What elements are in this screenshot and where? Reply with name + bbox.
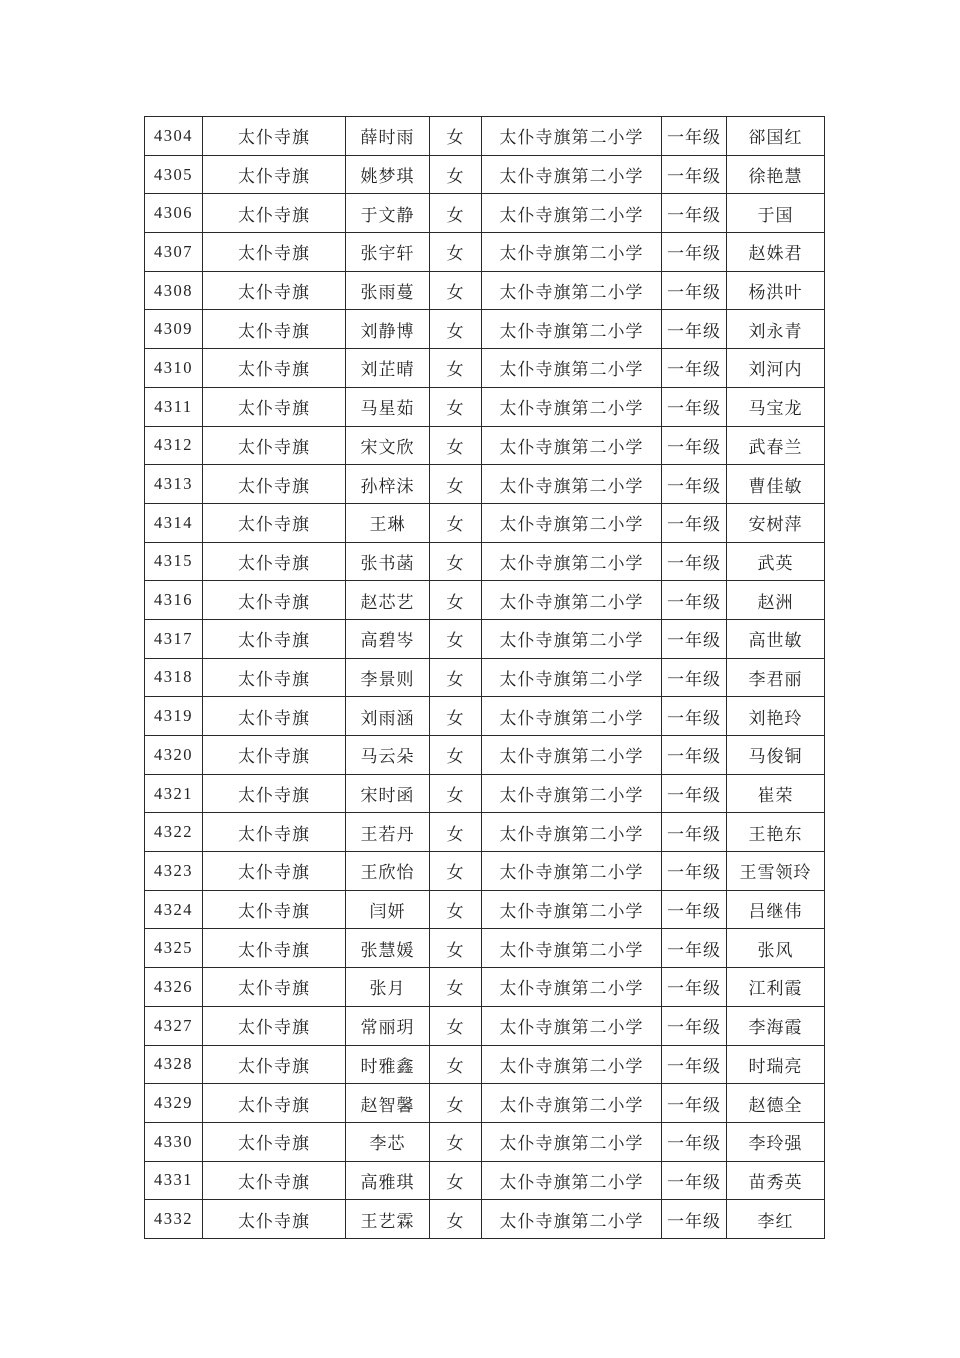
county-cell: 太仆寺旗 bbox=[203, 929, 346, 968]
serial-number-cell: 4315 bbox=[145, 542, 203, 581]
county-cell: 太仆寺旗 bbox=[203, 1045, 346, 1084]
gender-cell: 女 bbox=[430, 658, 482, 697]
grade-cell: 一年级 bbox=[662, 619, 727, 658]
gender-cell: 女 bbox=[430, 813, 482, 852]
county-cell: 太仆寺旗 bbox=[203, 1161, 346, 1200]
county-cell: 太仆寺旗 bbox=[203, 194, 346, 233]
guardian-name-cell: 于国 bbox=[727, 194, 825, 233]
county-cell: 太仆寺旗 bbox=[203, 387, 346, 426]
table-row bbox=[145, 929, 825, 968]
serial-number-cell: 4314 bbox=[145, 503, 203, 542]
gender-cell: 女 bbox=[430, 1122, 482, 1161]
student-name-cell: 王艺霖 bbox=[346, 1200, 430, 1239]
grade-cell: 一年级 bbox=[662, 774, 727, 813]
table-row bbox=[145, 1161, 825, 1200]
serial-number-cell: 4321 bbox=[145, 774, 203, 813]
serial-number-cell: 4306 bbox=[145, 194, 203, 233]
grade-cell: 一年级 bbox=[662, 1161, 727, 1200]
student-name-cell: 赵智馨 bbox=[346, 1084, 430, 1123]
student-name-cell: 马云朵 bbox=[346, 736, 430, 775]
grade-cell: 一年级 bbox=[662, 813, 727, 852]
county-cell: 太仆寺旗 bbox=[203, 736, 346, 775]
student-name-cell: 王琳 bbox=[346, 503, 430, 542]
serial-number-cell: 4330 bbox=[145, 1122, 203, 1161]
gender-cell: 女 bbox=[430, 1045, 482, 1084]
gender-cell: 女 bbox=[430, 581, 482, 620]
serial-number-cell: 4323 bbox=[145, 852, 203, 891]
grade-cell: 一年级 bbox=[662, 542, 727, 581]
county-cell: 太仆寺旗 bbox=[203, 890, 346, 929]
table-row bbox=[145, 233, 825, 272]
table-row bbox=[145, 1006, 825, 1045]
grade-cell: 一年级 bbox=[662, 658, 727, 697]
school-cell: 太仆寺旗第二小学 bbox=[482, 581, 662, 620]
guardian-name-cell: 徐艳慧 bbox=[727, 155, 825, 194]
gender-cell: 女 bbox=[430, 968, 482, 1007]
student-name-cell: 薛时雨 bbox=[346, 117, 430, 156]
gender-cell: 女 bbox=[430, 619, 482, 658]
table-row bbox=[145, 194, 825, 233]
gender-cell: 女 bbox=[430, 155, 482, 194]
county-cell: 太仆寺旗 bbox=[203, 117, 346, 156]
grade-cell: 一年级 bbox=[662, 387, 727, 426]
serial-number-cell: 4320 bbox=[145, 736, 203, 775]
guardian-name-cell: 苗秀英 bbox=[727, 1161, 825, 1200]
county-cell: 太仆寺旗 bbox=[203, 465, 346, 504]
gender-cell: 女 bbox=[430, 233, 482, 272]
serial-number-cell: 4332 bbox=[145, 1200, 203, 1239]
county-cell: 太仆寺旗 bbox=[203, 1006, 346, 1045]
serial-number-cell: 4326 bbox=[145, 968, 203, 1007]
grade-cell: 一年级 bbox=[662, 426, 727, 465]
student-name-cell: 高碧岑 bbox=[346, 619, 430, 658]
county-cell: 太仆寺旗 bbox=[203, 1084, 346, 1123]
school-cell: 太仆寺旗第二小学 bbox=[482, 697, 662, 736]
school-cell: 太仆寺旗第二小学 bbox=[482, 736, 662, 775]
grade-cell: 一年级 bbox=[662, 310, 727, 349]
serial-number-cell: 4307 bbox=[145, 233, 203, 272]
county-cell: 太仆寺旗 bbox=[203, 968, 346, 1007]
table-row bbox=[145, 426, 825, 465]
table-row bbox=[145, 1122, 825, 1161]
guardian-name-cell: 高世敏 bbox=[727, 619, 825, 658]
serial-number-cell: 4322 bbox=[145, 813, 203, 852]
table-row bbox=[145, 1084, 825, 1123]
grade-cell: 一年级 bbox=[662, 1122, 727, 1161]
student-name-cell: 时雅鑫 bbox=[346, 1045, 430, 1084]
guardian-name-cell: 郤国红 bbox=[727, 117, 825, 156]
gender-cell: 女 bbox=[430, 1200, 482, 1239]
county-cell: 太仆寺旗 bbox=[203, 1122, 346, 1161]
table-row bbox=[145, 542, 825, 581]
student-name-cell: 马星茹 bbox=[346, 387, 430, 426]
student-name-cell: 刘静博 bbox=[346, 310, 430, 349]
serial-number-cell: 4329 bbox=[145, 1084, 203, 1123]
table-row bbox=[145, 968, 825, 1007]
gender-cell: 女 bbox=[430, 503, 482, 542]
gender-cell: 女 bbox=[430, 349, 482, 388]
guardian-name-cell: 崔荣 bbox=[727, 774, 825, 813]
table-row bbox=[145, 774, 825, 813]
county-cell: 太仆寺旗 bbox=[203, 1200, 346, 1239]
serial-number-cell: 4331 bbox=[145, 1161, 203, 1200]
student-name-cell: 张雨蔓 bbox=[346, 271, 430, 310]
grade-cell: 一年级 bbox=[662, 736, 727, 775]
guardian-name-cell: 赵洲 bbox=[727, 581, 825, 620]
serial-number-cell: 4309 bbox=[145, 310, 203, 349]
county-cell: 太仆寺旗 bbox=[203, 852, 346, 891]
student-name-cell: 李芯 bbox=[346, 1122, 430, 1161]
guardian-name-cell: 王雪领玲 bbox=[727, 852, 825, 891]
county-cell: 太仆寺旗 bbox=[203, 503, 346, 542]
student-name-cell: 于文静 bbox=[346, 194, 430, 233]
student-name-cell: 刘雨涵 bbox=[346, 697, 430, 736]
gender-cell: 女 bbox=[430, 774, 482, 813]
grade-cell: 一年级 bbox=[662, 1084, 727, 1123]
serial-number-cell: 4319 bbox=[145, 697, 203, 736]
school-cell: 太仆寺旗第二小学 bbox=[482, 1122, 662, 1161]
county-cell: 太仆寺旗 bbox=[203, 426, 346, 465]
guardian-name-cell: 李红 bbox=[727, 1200, 825, 1239]
table-row bbox=[145, 310, 825, 349]
grade-cell: 一年级 bbox=[662, 349, 727, 388]
student-name-cell: 常丽玥 bbox=[346, 1006, 430, 1045]
student-name-cell: 闫妍 bbox=[346, 890, 430, 929]
gender-cell: 女 bbox=[430, 929, 482, 968]
serial-number-cell: 4325 bbox=[145, 929, 203, 968]
serial-number-cell: 4304 bbox=[145, 117, 203, 156]
guardian-name-cell: 刘永青 bbox=[727, 310, 825, 349]
table-row bbox=[145, 155, 825, 194]
school-cell: 太仆寺旗第二小学 bbox=[482, 426, 662, 465]
school-cell: 太仆寺旗第二小学 bbox=[482, 813, 662, 852]
grade-cell: 一年级 bbox=[662, 697, 727, 736]
table-row bbox=[145, 890, 825, 929]
guardian-name-cell: 刘河内 bbox=[727, 349, 825, 388]
grade-cell: 一年级 bbox=[662, 1200, 727, 1239]
grade-cell: 一年级 bbox=[662, 852, 727, 891]
gender-cell: 女 bbox=[430, 194, 482, 233]
serial-number-cell: 4316 bbox=[145, 581, 203, 620]
table-row bbox=[145, 271, 825, 310]
guardian-name-cell: 吕继伟 bbox=[727, 890, 825, 929]
guardian-name-cell: 马宝龙 bbox=[727, 387, 825, 426]
gender-cell: 女 bbox=[430, 1006, 482, 1045]
school-cell: 太仆寺旗第二小学 bbox=[482, 1161, 662, 1200]
county-cell: 太仆寺旗 bbox=[203, 619, 346, 658]
gender-cell: 女 bbox=[430, 1161, 482, 1200]
county-cell: 太仆寺旗 bbox=[203, 658, 346, 697]
serial-number-cell: 4317 bbox=[145, 619, 203, 658]
student-name-cell: 李景则 bbox=[346, 658, 430, 697]
gender-cell: 女 bbox=[430, 310, 482, 349]
student-name-cell: 张宇轩 bbox=[346, 233, 430, 272]
table-row bbox=[145, 619, 825, 658]
student-name-cell: 宋时函 bbox=[346, 774, 430, 813]
school-cell: 太仆寺旗第二小学 bbox=[482, 155, 662, 194]
guardian-name-cell: 赵姝君 bbox=[727, 233, 825, 272]
guardian-name-cell: 江利霞 bbox=[727, 968, 825, 1007]
school-cell: 太仆寺旗第二小学 bbox=[482, 1200, 662, 1239]
student-name-cell: 高雅琪 bbox=[346, 1161, 430, 1200]
guardian-name-cell: 王艳东 bbox=[727, 813, 825, 852]
county-cell: 太仆寺旗 bbox=[203, 581, 346, 620]
table-row bbox=[145, 697, 825, 736]
school-cell: 太仆寺旗第二小学 bbox=[482, 117, 662, 156]
school-cell: 太仆寺旗第二小学 bbox=[482, 658, 662, 697]
guardian-name-cell: 李海霞 bbox=[727, 1006, 825, 1045]
county-cell: 太仆寺旗 bbox=[203, 813, 346, 852]
county-cell: 太仆寺旗 bbox=[203, 310, 346, 349]
gender-cell: 女 bbox=[430, 890, 482, 929]
student-name-cell: 刘芷晴 bbox=[346, 349, 430, 388]
student-name-cell: 张书菡 bbox=[346, 542, 430, 581]
student-name-cell: 姚梦琪 bbox=[346, 155, 430, 194]
table-row bbox=[145, 503, 825, 542]
school-cell: 太仆寺旗第二小学 bbox=[482, 1084, 662, 1123]
table-row bbox=[145, 387, 825, 426]
school-cell: 太仆寺旗第二小学 bbox=[482, 465, 662, 504]
guardian-name-cell: 李玲强 bbox=[727, 1122, 825, 1161]
school-cell: 太仆寺旗第二小学 bbox=[482, 890, 662, 929]
guardian-name-cell: 曹佳敏 bbox=[727, 465, 825, 504]
serial-number-cell: 4327 bbox=[145, 1006, 203, 1045]
grade-cell: 一年级 bbox=[662, 929, 727, 968]
county-cell: 太仆寺旗 bbox=[203, 155, 346, 194]
county-cell: 太仆寺旗 bbox=[203, 697, 346, 736]
grade-cell: 一年级 bbox=[662, 194, 727, 233]
table-row bbox=[145, 1200, 825, 1239]
grade-cell: 一年级 bbox=[662, 1006, 727, 1045]
school-cell: 太仆寺旗第二小学 bbox=[482, 968, 662, 1007]
grade-cell: 一年级 bbox=[662, 271, 727, 310]
grade-cell: 一年级 bbox=[662, 503, 727, 542]
grade-cell: 一年级 bbox=[662, 581, 727, 620]
gender-cell: 女 bbox=[430, 697, 482, 736]
student-name-cell: 宋文欣 bbox=[346, 426, 430, 465]
school-cell: 太仆寺旗第二小学 bbox=[482, 852, 662, 891]
guardian-name-cell: 赵德全 bbox=[727, 1084, 825, 1123]
serial-number-cell: 4311 bbox=[145, 387, 203, 426]
serial-number-cell: 4318 bbox=[145, 658, 203, 697]
table-row bbox=[145, 581, 825, 620]
student-name-cell: 王若丹 bbox=[346, 813, 430, 852]
school-cell: 太仆寺旗第二小学 bbox=[482, 542, 662, 581]
guardian-name-cell: 张风 bbox=[727, 929, 825, 968]
county-cell: 太仆寺旗 bbox=[203, 774, 346, 813]
guardian-name-cell: 杨洪叶 bbox=[727, 271, 825, 310]
school-cell: 太仆寺旗第二小学 bbox=[482, 387, 662, 426]
grade-cell: 一年级 bbox=[662, 890, 727, 929]
county-cell: 太仆寺旗 bbox=[203, 542, 346, 581]
county-cell: 太仆寺旗 bbox=[203, 233, 346, 272]
gender-cell: 女 bbox=[430, 117, 482, 156]
school-cell: 太仆寺旗第二小学 bbox=[482, 310, 662, 349]
gender-cell: 女 bbox=[430, 426, 482, 465]
grade-cell: 一年级 bbox=[662, 968, 727, 1007]
guardian-name-cell: 刘艳玲 bbox=[727, 697, 825, 736]
gender-cell: 女 bbox=[430, 1084, 482, 1123]
school-cell: 太仆寺旗第二小学 bbox=[482, 271, 662, 310]
school-cell: 太仆寺旗第二小学 bbox=[482, 194, 662, 233]
grade-cell: 一年级 bbox=[662, 155, 727, 194]
gender-cell: 女 bbox=[430, 465, 482, 504]
grade-cell: 一年级 bbox=[662, 1045, 727, 1084]
serial-number-cell: 4310 bbox=[145, 349, 203, 388]
serial-number-cell: 4312 bbox=[145, 426, 203, 465]
gender-cell: 女 bbox=[430, 387, 482, 426]
gender-cell: 女 bbox=[430, 736, 482, 775]
school-cell: 太仆寺旗第二小学 bbox=[482, 233, 662, 272]
table-row bbox=[145, 1045, 825, 1084]
school-cell: 太仆寺旗第二小学 bbox=[482, 774, 662, 813]
grade-cell: 一年级 bbox=[662, 465, 727, 504]
school-cell: 太仆寺旗第二小学 bbox=[482, 1006, 662, 1045]
gender-cell: 女 bbox=[430, 542, 482, 581]
school-cell: 太仆寺旗第二小学 bbox=[482, 1045, 662, 1084]
guardian-name-cell: 安树萍 bbox=[727, 503, 825, 542]
student-roster-table bbox=[144, 116, 825, 1239]
serial-number-cell: 4328 bbox=[145, 1045, 203, 1084]
guardian-name-cell: 时瑞亮 bbox=[727, 1045, 825, 1084]
table-row bbox=[145, 813, 825, 852]
student-name-cell: 王欣怡 bbox=[346, 852, 430, 891]
guardian-name-cell: 武春兰 bbox=[727, 426, 825, 465]
grade-cell: 一年级 bbox=[662, 233, 727, 272]
school-cell: 太仆寺旗第二小学 bbox=[482, 503, 662, 542]
student-name-cell: 赵芯艺 bbox=[346, 581, 430, 620]
student-name-cell: 张月 bbox=[346, 968, 430, 1007]
table-row bbox=[145, 349, 825, 388]
student-name-cell: 张慧媛 bbox=[346, 929, 430, 968]
table-row bbox=[145, 736, 825, 775]
table-row bbox=[145, 852, 825, 891]
grade-cell: 一年级 bbox=[662, 117, 727, 156]
school-cell: 太仆寺旗第二小学 bbox=[482, 619, 662, 658]
serial-number-cell: 4313 bbox=[145, 465, 203, 504]
serial-number-cell: 4308 bbox=[145, 271, 203, 310]
serial-number-cell: 4324 bbox=[145, 890, 203, 929]
school-cell: 太仆寺旗第二小学 bbox=[482, 929, 662, 968]
school-cell: 太仆寺旗第二小学 bbox=[482, 349, 662, 388]
gender-cell: 女 bbox=[430, 852, 482, 891]
guardian-name-cell: 李君丽 bbox=[727, 658, 825, 697]
roster-body bbox=[145, 117, 825, 1239]
gender-cell: 女 bbox=[430, 271, 482, 310]
table-row bbox=[145, 658, 825, 697]
guardian-name-cell: 武英 bbox=[727, 542, 825, 581]
county-cell: 太仆寺旗 bbox=[203, 271, 346, 310]
table-row bbox=[145, 117, 825, 156]
student-name-cell: 孙梓沫 bbox=[346, 465, 430, 504]
guardian-name-cell: 马俊铜 bbox=[727, 736, 825, 775]
serial-number-cell: 4305 bbox=[145, 155, 203, 194]
table-row bbox=[145, 465, 825, 504]
county-cell: 太仆寺旗 bbox=[203, 349, 346, 388]
